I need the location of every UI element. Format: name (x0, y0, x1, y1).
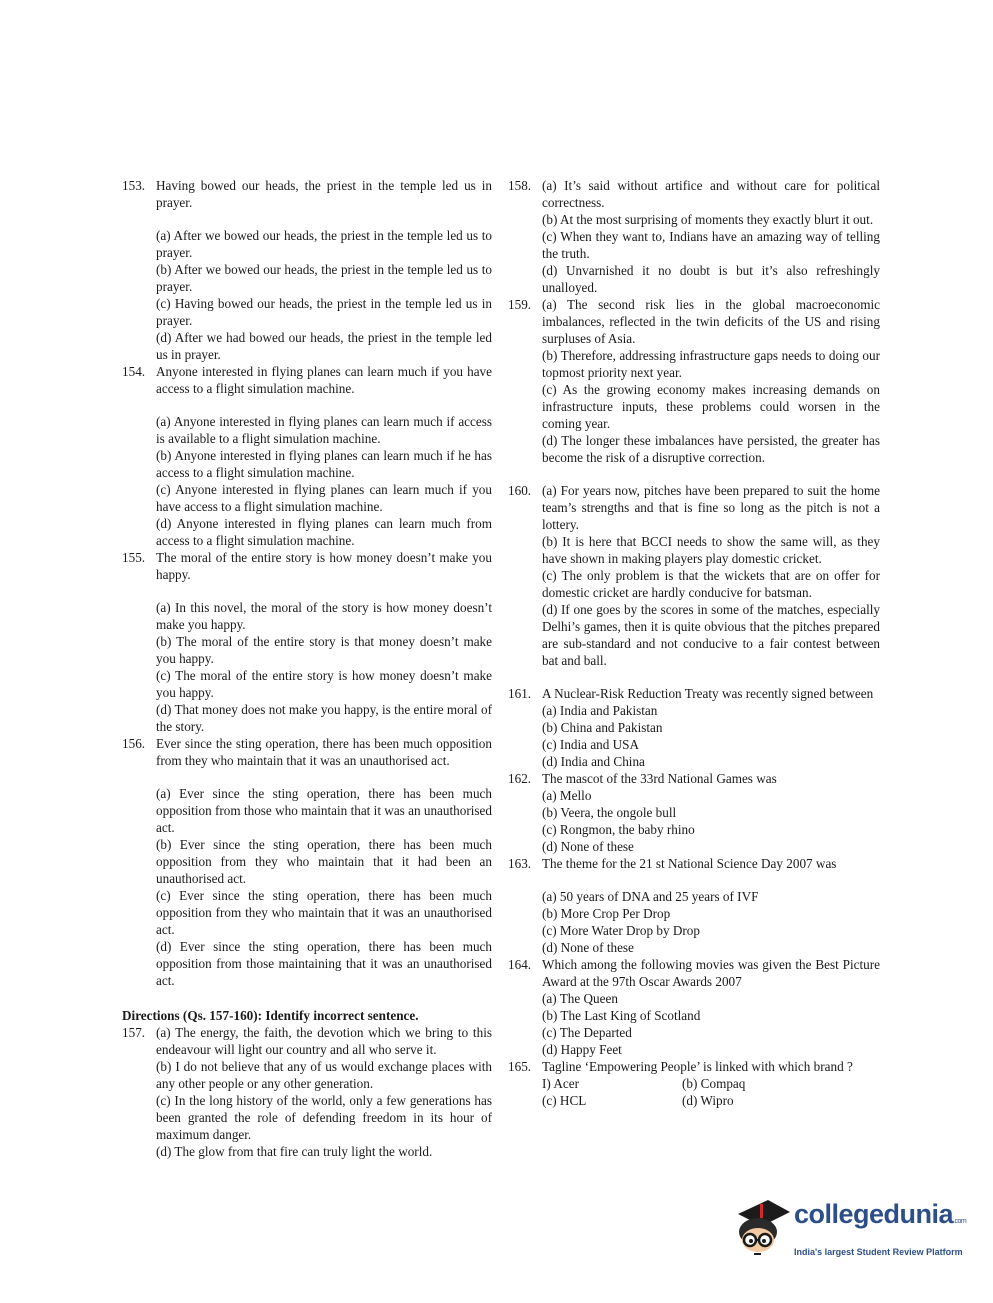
option-d: (d) Anyone interested in flying planes can learn much from access to a flight simulation machine. (156, 516, 492, 548)
question-stem: A Nuclear-Risk Reduction Treaty was recently signed between (542, 686, 874, 701)
option-a: (a) In this novel, the moral of the story is how money doesn’t make you happy. (156, 600, 492, 632)
option-c: (c) As the growing economy makes increasing demands on infrastructure inputs, these problems could worsen in the coming year. (542, 382, 880, 431)
question-stem: The mascot of the 33rd National Games was (542, 771, 777, 786)
option-d: (d) If one goes by the scores in some of the matches, especially Delhi’s games, then it is quite obvious that the pitches prepared are sub-standard and not conducive to a fair contest between bat and ball. (542, 602, 880, 668)
question-165 (508, 1058, 880, 1109)
option-b: (b) Compaq (682, 1076, 746, 1091)
logo-suffix: .com (953, 1218, 967, 1225)
question-number: 162. (508, 771, 532, 786)
question-number: 163. (508, 856, 532, 871)
question-163 (508, 855, 880, 956)
logo-tagline: India's largest Student Review Platform (794, 1247, 963, 1257)
option-b: (b) The moral of the entire story is that money doesn’t make you happy. (156, 634, 492, 666)
option-a: (a) After we bowed our heads, the priest in the temple led us to prayer. (156, 228, 492, 260)
option-b: (b) It is here that BCCI needs to show the same will, as they have shown in making players play domestic cricket. (542, 534, 880, 566)
option-b: (b) Anyone interested in flying planes can learn much if he has access to a flight simulation machine. (156, 448, 492, 480)
option-a: (a) 50 years of DNA and 25 years of IVF (542, 889, 759, 904)
question-number: 159. (508, 297, 532, 312)
option-b: (b) After we bowed our heads, the priest in the temple led us to prayer. (156, 262, 492, 294)
option-d: (d) The longer these imbalances have persisted, the greater has become the risk of a disruptive correction. (542, 433, 880, 465)
option-a: (a) India and Pakistan (542, 703, 658, 718)
question-stem: Anyone interested in flying planes can learn much if you have access to a flight simulation machine. (156, 364, 492, 396)
option-d: (d) The glow from that fire can truly light the world. (156, 1144, 433, 1159)
question-number: 155. (122, 550, 146, 565)
option-b: (b) Ever since the sting operation, there has been much opposition from they who maintain that it had been an unauthorised act. (156, 837, 492, 886)
question-159 (508, 296, 880, 466)
question-stem: The theme for the 21 st National Science Day 2007 was (542, 856, 837, 871)
question-154 (122, 363, 492, 549)
option-a: I) Acer (542, 1076, 579, 1091)
option-a: (a) For years now, pitches have been prepared to suit the home team’s strengths and that is fine so long as the pitch is not a lottery. (542, 483, 880, 532)
right-column (508, 177, 880, 1109)
logo-wordmark: collegedunia.com (794, 1199, 967, 1229)
question-number: 153. (122, 178, 146, 193)
option-c: (c) The only problem is that the wickets that are on offer for domestic cricket are hardly conducive for batsman. (542, 568, 880, 600)
question-stem: Which among the following movies was given the Best Picture Award at the 97th Oscar Awards 2007 (542, 957, 880, 989)
graduate-mascot-icon (734, 1196, 794, 1266)
option-d: (d) Wipro (682, 1093, 734, 1108)
option-a: (a) It’s said without artifice and without care for political correctness. (542, 178, 880, 210)
option-c: (c) The moral of the entire story is how money doesn’t make you happy. (156, 668, 492, 700)
option-b: (b) China and Pakistan (542, 720, 663, 735)
question-156 (122, 735, 492, 989)
option-b: (b) I do not believe that any of us would exchange places with any other people or any other generation. (156, 1059, 492, 1091)
option-c: (c) India and USA (542, 737, 640, 752)
option-d: (d) Happy Feet (542, 1042, 622, 1057)
option-d: (d) Unvarnished it no doubt is but it’s also refreshingly unalloyed. (542, 263, 880, 295)
option-c: (c) The Departed (542, 1025, 632, 1040)
option-a: (a) Anyone interested in flying planes can learn much if access is available to a flight simulation machine. (156, 414, 492, 446)
option-c: (c) More Water Drop by Drop (542, 923, 700, 938)
question-157 (122, 1024, 492, 1160)
directions-heading: Directions (Qs. 157-160): Identify incorrect sentence. (122, 1008, 419, 1023)
option-b: (b) Veera, the ongole bull (542, 805, 677, 820)
option-a: (a) The second risk lies in the global macroeconomic imbalances, reflected in the twin deficits of the US and rising surpluses of Asia. (542, 297, 880, 346)
question-160 (508, 482, 880, 669)
option-a: (a) The Queen (542, 991, 618, 1006)
question-number: 164. (508, 957, 532, 972)
option-b: (b) The Last King of Scotland (542, 1008, 701, 1023)
option-c: (c) When they want to, Indians have an amazing way of telling the truth. (542, 229, 880, 261)
option-a: (a) Ever since the sting operation, there has been much opposition from those who maintain that it was an unauthorised act. (156, 786, 492, 835)
option-a: (a) The energy, the faith, the devotion which we bring to this endeavour will light our country and all who serve it. (156, 1025, 492, 1057)
option-d: (d) After we had bowed our heads, the priest in the temple led us in prayer. (156, 330, 492, 362)
question-stem: The moral of the entire story is how money doesn’t make you happy. (156, 550, 492, 582)
option-c: (c) In the long history of the world, only a few generations has been granted the role of defending freedom in its hour of maximum danger. (156, 1093, 492, 1142)
question-161 (508, 685, 880, 770)
option-c: (c) Anyone interested in flying planes can learn much if you have access to a flight simulation machine. (156, 482, 492, 514)
question-153 (122, 177, 492, 363)
option-d: (d) Ever since the sting operation, there has been much opposition from those maintaining that it was an unauthorised act. (156, 939, 492, 988)
option-d: (d) None of these (542, 839, 634, 854)
option-b: (b) At the most surprising of moments they exactly blurt it out. (542, 212, 874, 227)
question-155 (122, 549, 492, 735)
question-number: 165. (508, 1059, 532, 1074)
option-a: (a) Mello (542, 788, 592, 803)
question-number: 161. (508, 686, 532, 701)
question-number: 156. (122, 736, 146, 751)
option-c: (c) Rongmon, the baby rhino (542, 822, 695, 837)
question-stem: Tagline ‘Empowering People’ is linked with which brand ? (542, 1059, 853, 1074)
option-b: (b) Therefore, addressing infrastructure gaps needs to doing our topmost priority next year. (542, 348, 880, 380)
option-d: (d) India and China (542, 754, 645, 769)
option-b: (b) More Crop Per Drop (542, 906, 671, 921)
collegedunia-logo (734, 1196, 967, 1266)
left-column (122, 177, 492, 1160)
option-c: (c) Having bowed our heads, the priest in the temple led us in prayer. (156, 296, 492, 328)
question-stem: Having bowed our heads, the priest in the temple led us in prayer. (156, 178, 492, 210)
option-c: (c) Ever since the sting operation, there has been much opposition from they who maintain that it was an unauthorised act. (156, 888, 492, 937)
question-164 (508, 956, 880, 1058)
question-number: 158. (508, 178, 532, 193)
question-162 (508, 770, 880, 855)
question-number: 154. (122, 364, 146, 379)
question-number: 157. (122, 1025, 146, 1040)
option-c: (c) HCL (542, 1093, 587, 1108)
option-d: (d) None of these (542, 940, 634, 955)
option-d: (d) That money does not make you happy, is the entire moral of the story. (156, 702, 492, 734)
question-158 (508, 177, 880, 296)
question-stem: Ever since the sting operation, there has been much opposition from they who maintain that it was an unauthorised act. (156, 736, 492, 768)
question-number: 160. (508, 483, 532, 498)
